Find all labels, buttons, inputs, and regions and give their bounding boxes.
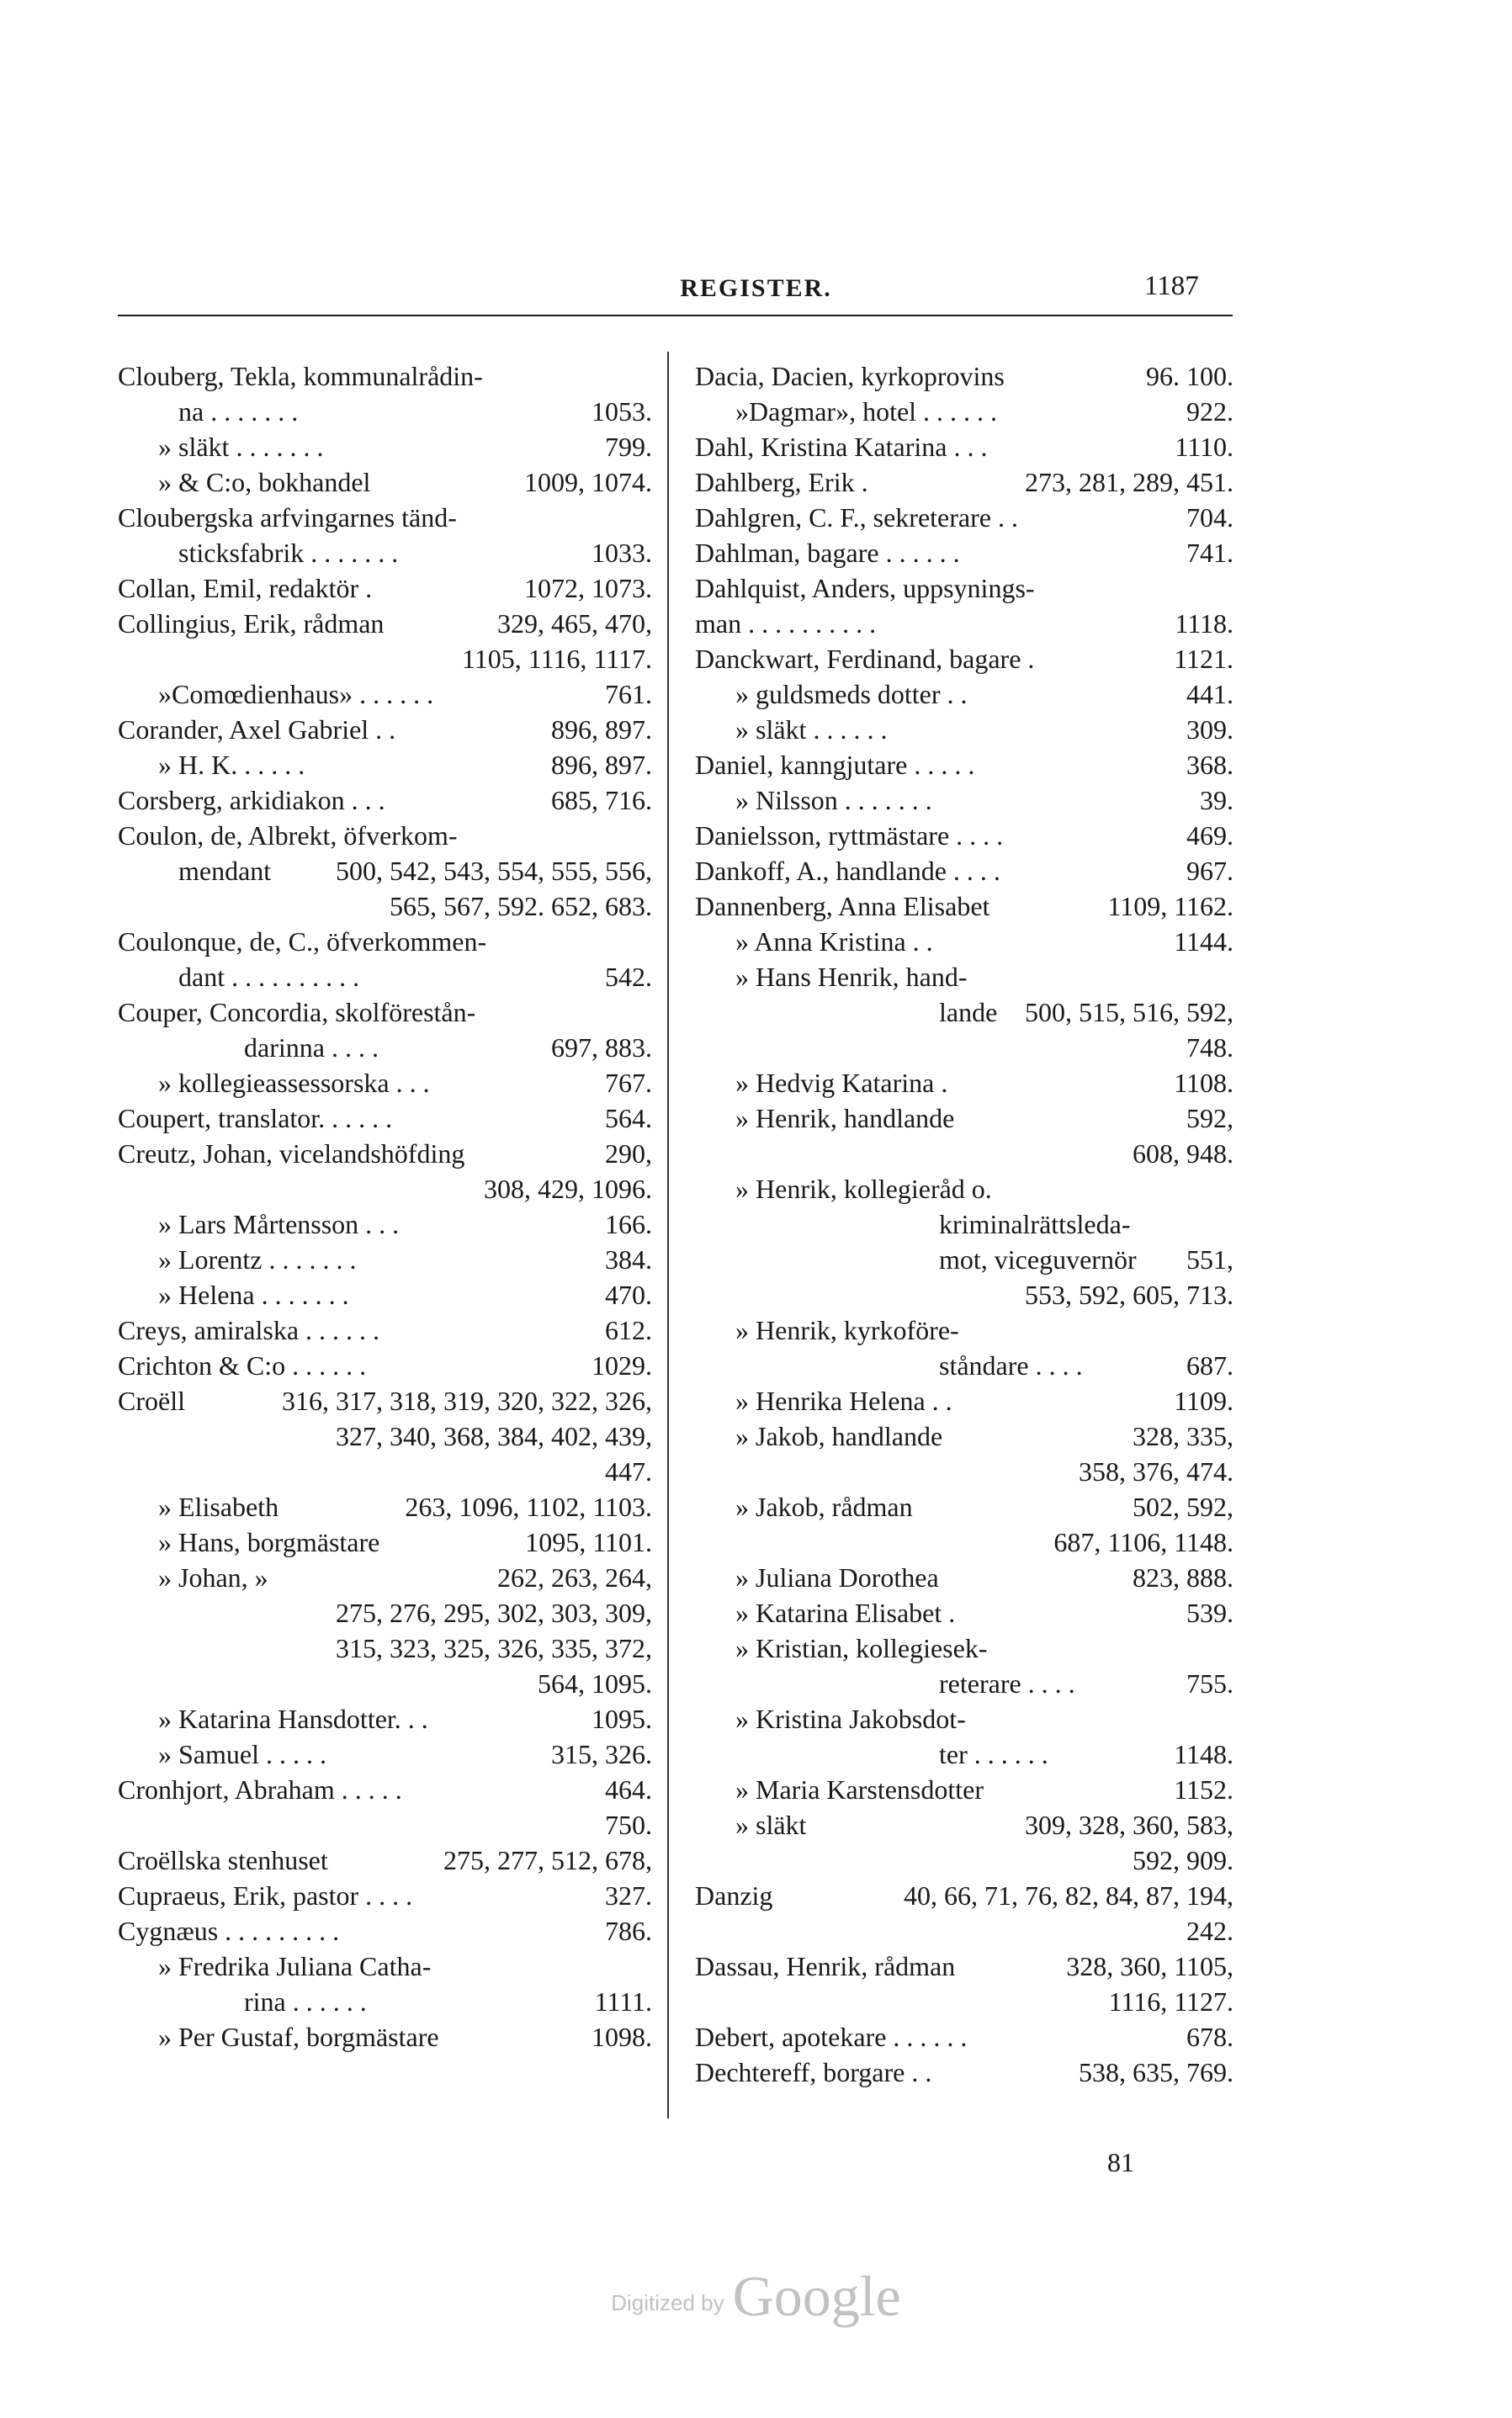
- index-entry: [695, 1737, 1233, 1772]
- page-references: 565, 567, 592. 652, 683.: [390, 891, 652, 921]
- page-references: 896, 897.: [551, 714, 652, 745]
- page-references: 750.: [605, 1810, 652, 1840]
- page-references: 39.: [1200, 785, 1233, 815]
- page-references: 687, 1106, 1148.: [1053, 1527, 1233, 1557]
- page-references: 551,: [1186, 1244, 1233, 1275]
- entry-text: Creutz, Johan, vicelandshöfding: [118, 1138, 465, 1169]
- digitized-by-text: Digitized by: [611, 2290, 724, 2315]
- index-entry: [118, 1277, 652, 1312]
- entry-text: man . . . . . . . . . .: [695, 608, 877, 639]
- page-references: 290,: [605, 1138, 652, 1169]
- index-entry: [118, 1242, 652, 1277]
- index-entry: [118, 1065, 652, 1100]
- entry-text: » Henrik, kyrkoföre-: [735, 1315, 959, 1345]
- index-entry: [695, 1206, 1233, 1242]
- entry-text: Dassau, Henrik, rådman: [695, 1951, 956, 1981]
- page-references: 1116, 1127.: [1108, 1986, 1233, 2017]
- digitized-watermark: [0, 2263, 1512, 2330]
- right-column: [695, 358, 1233, 2090]
- entry-text: dant . . . . . . . . . .: [178, 962, 360, 992]
- page-references: 309, 328, 360, 583,: [1025, 1810, 1233, 1840]
- page-references: 799.: [605, 432, 652, 462]
- entry-text: Dahl, Kristina Katarina . . .: [695, 432, 988, 462]
- page-references: 1053.: [592, 396, 652, 427]
- index-entry: [695, 1348, 1233, 1383]
- entry-text: » Maria Karstensdotter: [735, 1774, 984, 1805]
- entry-text: kriminalrättsleda-: [939, 1209, 1131, 1239]
- index-entry: [695, 1383, 1233, 1418]
- entry-text: Daniel, kanngjutare . . . . .: [695, 750, 975, 780]
- google-logo: Google: [732, 2264, 901, 2328]
- page-references: 538, 635, 769.: [1079, 2057, 1233, 2087]
- page-references: 896, 897.: [551, 750, 652, 780]
- index-entry: [695, 1242, 1233, 1277]
- index-entry: [118, 1348, 652, 1383]
- entry-text: mot, viceguvernör: [939, 1244, 1137, 1275]
- entry-text: Clouberg, Tekla, kommunalrådin-: [118, 361, 483, 391]
- entry-text: Corsberg, arkidiakon . . .: [118, 785, 385, 815]
- page-references: 500, 542, 543, 554, 555, 556,: [336, 856, 652, 886]
- index-entry: [118, 1878, 652, 1913]
- page-references: 358, 376, 474.: [1079, 1456, 1233, 1487]
- entry-text: » släkt: [735, 1810, 807, 1840]
- page-references: 500, 515, 516, 592,: [1025, 997, 1233, 1027]
- page-references: 539.: [1186, 1598, 1233, 1628]
- entry-text: Dannenberg, Anna Elisabet: [695, 891, 990, 921]
- entry-text: Couper, Concordia, skolförestån-: [118, 997, 476, 1027]
- entry-text: » släkt . . . . . .: [735, 714, 888, 745]
- page-references: 329, 465, 470,: [497, 608, 652, 639]
- index-entry: [695, 1666, 1233, 1701]
- entry-text: » Jakob, rådman: [735, 1492, 913, 1522]
- page-references: 1095, 1101.: [525, 1527, 652, 1557]
- page-references: 1098.: [592, 2022, 652, 2052]
- entry-text: Crichton & C:o . . . . . .: [118, 1350, 367, 1381]
- index-entry: [695, 924, 1233, 959]
- page-references: 741.: [1186, 538, 1233, 568]
- page-references: 687.: [1186, 1350, 1233, 1381]
- entry-text: » Lorentz . . . . . . .: [158, 1244, 357, 1275]
- index-entry: [695, 818, 1233, 853]
- entry-text: »Comœdienhaus» . . . . . .: [158, 679, 434, 709]
- entry-text: » Nilsson . . . . . . .: [735, 785, 932, 815]
- page-references: 786.: [605, 1916, 652, 1946]
- page-references: 315, 323, 325, 326, 335, 372,: [336, 1633, 652, 1663]
- entry-text: Dahlman, bagare . . . . . .: [695, 538, 960, 568]
- index-entry: [695, 1418, 1233, 1454]
- entry-text: Collan, Emil, redaktör .: [118, 573, 373, 603]
- index-entry: [118, 888, 652, 924]
- entry-text: Debert, apotekare . . . . . .: [695, 2022, 968, 2052]
- index-entry: [118, 1666, 652, 1701]
- page-references: 1118.: [1175, 608, 1233, 639]
- page-references: 755.: [1186, 1668, 1233, 1699]
- entry-text: Croëllska stenhuset: [118, 1845, 328, 1875]
- page-references: 553, 592, 605, 713.: [1025, 1280, 1233, 1310]
- page-references: 316, 317, 318, 319, 320, 322, 326,: [282, 1386, 652, 1416]
- page-references: 262, 263, 264,: [497, 1562, 652, 1593]
- index-entry: [118, 712, 652, 747]
- index-entry: [118, 1595, 652, 1631]
- entry-text: » släkt . . . . . . .: [158, 432, 324, 462]
- entry-text: lande: [939, 997, 998, 1027]
- index-entry: [695, 1807, 1233, 1843]
- index-entry: [695, 959, 1233, 994]
- index-entry: [118, 747, 652, 782]
- index-entry: [695, 606, 1233, 641]
- entry-text: » Anna Kristina . .: [735, 926, 933, 957]
- entry-text: » Samuel . . . . .: [158, 1739, 326, 1769]
- page-references: 166.: [605, 1209, 652, 1239]
- entry-text: » H. K. . . . . .: [158, 750, 305, 780]
- index-entry: [695, 500, 1233, 535]
- page-references: 767.: [605, 1068, 652, 1098]
- entry-text: Cronhjort, Abraham . . . . .: [118, 1774, 402, 1805]
- index-entry: [118, 782, 652, 818]
- index-entry: [695, 1136, 1233, 1171]
- index-entry: [695, 1525, 1233, 1560]
- entry-text: Coulonque, de, C., öfverkommen-: [118, 926, 487, 957]
- index-entry: [118, 464, 652, 500]
- header-rule: [118, 315, 1233, 316]
- entry-text: reterare . . . .: [939, 1668, 1075, 1699]
- page-references: 1148.: [1174, 1739, 1233, 1769]
- entry-text: Collingius, Erik, rådman: [118, 608, 385, 639]
- page-number: 1187: [1144, 271, 1199, 301]
- entry-text: » Helena . . . . . . .: [158, 1280, 349, 1310]
- index-entry: [118, 1100, 652, 1136]
- index-entry: [118, 853, 652, 888]
- index-entry: [695, 994, 1233, 1030]
- entry-text: Corander, Axel Gabriel . .: [118, 714, 396, 745]
- page-references: 368.: [1186, 750, 1233, 780]
- page-references: 470.: [605, 1280, 652, 1310]
- page-references: 697, 883.: [551, 1032, 652, 1063]
- entry-text: Cygnæus . . . . . . . . .: [118, 1916, 340, 1946]
- index-entry: [695, 712, 1233, 747]
- entry-text: » Elisabeth: [158, 1492, 279, 1522]
- index-entry: [118, 1843, 652, 1878]
- page-references: 685, 716.: [551, 785, 652, 815]
- index-entry: [118, 429, 652, 464]
- page-references: 564.: [605, 1103, 652, 1133]
- index-entry: [118, 358, 652, 394]
- index-entry: [695, 853, 1233, 888]
- index-entry: [118, 994, 652, 1030]
- entry-text: » Hans, borgmästare: [158, 1527, 380, 1557]
- page-references: 967.: [1186, 856, 1233, 886]
- index-entry: [695, 747, 1233, 782]
- page-references: 308, 429, 1096.: [484, 1174, 652, 1204]
- page-references: 315, 326.: [551, 1739, 652, 1769]
- index-entry: [695, 464, 1233, 500]
- entry-text: Dahlgren, C. F., sekreterare . .: [695, 502, 1018, 533]
- page-references: 1009, 1074.: [524, 467, 652, 497]
- index-entry: [118, 1206, 652, 1242]
- page-references: 328, 360, 1105,: [1066, 1951, 1233, 1981]
- page-references: 922.: [1186, 396, 1233, 427]
- page-references: 328, 335,: [1133, 1421, 1233, 1451]
- page-references: 1033.: [592, 538, 652, 568]
- entry-text: Dacia, Dacien, kyrkoprovins: [695, 361, 1005, 391]
- index-entry: [118, 570, 652, 606]
- index-entry: [118, 1171, 652, 1206]
- index-entry: [695, 2055, 1233, 2090]
- entry-text: ståndare . . . .: [939, 1350, 1083, 1381]
- entry-text: » Lars Mårtensson . . .: [158, 1209, 400, 1239]
- entry-text: » & C:o, bokhandel: [158, 467, 371, 497]
- index-entry: [118, 1949, 652, 1984]
- page-references: 592,: [1186, 1103, 1233, 1133]
- entry-text: » Hedvig Katarina .: [735, 1068, 948, 1098]
- entry-text: Danckwart, Ferdinand, bagare .: [695, 644, 1035, 674]
- left-column: [118, 358, 652, 2055]
- index-entry: [695, 1489, 1233, 1525]
- page-references: 564, 1095.: [538, 1668, 652, 1699]
- entry-text: » Kristian, kollegiesek-: [735, 1633, 988, 1663]
- index-entry: [118, 1383, 652, 1418]
- entry-text: » Kristina Jakobsdot-: [735, 1704, 966, 1734]
- entry-text: sticksfabrik . . . . . . .: [178, 538, 399, 568]
- page-references: 1110.: [1175, 432, 1233, 462]
- index-entry: [118, 2019, 652, 2055]
- index-entry: [695, 570, 1233, 606]
- entry-text: » Henrik, kollegieråd o.: [735, 1174, 992, 1204]
- entry-text: Danzig: [695, 1880, 773, 1911]
- index-entry: [118, 818, 652, 853]
- index-entry: [695, 1772, 1233, 1807]
- index-entry: [118, 641, 652, 676]
- page-references: 96. 100.: [1146, 361, 1233, 391]
- column-divider: [667, 352, 669, 2118]
- page-title: REGISTER.: [680, 274, 832, 302]
- page-references: 40, 66, 71, 76, 82, 84, 87, 194,: [904, 1880, 1233, 1911]
- entry-text: Creys, amiralska . . . . . .: [118, 1315, 380, 1345]
- index-entry: [695, 1843, 1233, 1878]
- page-references: 1121.: [1174, 644, 1233, 674]
- entry-text: Coulon, de, Albrekt, öfverkom-: [118, 820, 458, 851]
- index-entry: [695, 1595, 1233, 1631]
- entry-text: »Dagmar», hotel . . . . . .: [735, 396, 998, 427]
- entry-text: » Henrik, handlande: [735, 1103, 955, 1133]
- entry-text: Dankoff, A., handlande . . . .: [695, 856, 1000, 886]
- index-entry: [695, 1030, 1233, 1065]
- entry-text: » Juliana Dorothea: [735, 1562, 939, 1593]
- entry-text: Cupraeus, Erik, pastor . . . .: [118, 1880, 413, 1911]
- entry-text: » kollegieassessorska . . .: [158, 1068, 430, 1098]
- entry-text: Dechtereff, borgare . .: [695, 2057, 932, 2087]
- index-entry: [695, 1984, 1233, 2019]
- entry-text: darinna . . . .: [244, 1032, 379, 1063]
- index-entry: [695, 1913, 1233, 1949]
- index-entry: [118, 1525, 652, 1560]
- entry-text: » Henrika Helena . .: [735, 1386, 952, 1416]
- index-entry: [695, 1631, 1233, 1666]
- index-entry: [695, 1100, 1233, 1136]
- index-entry: [118, 1418, 652, 1454]
- index-entry: [695, 1878, 1233, 1913]
- entry-text: Danielsson, ryttmästare . . . .: [695, 820, 1004, 851]
- page-references: 273, 281, 289, 451.: [1025, 467, 1233, 497]
- index-entry: [118, 959, 652, 994]
- entry-text: » Katarina Hansdotter. . .: [158, 1704, 428, 1734]
- page-references: 748.: [1186, 1032, 1233, 1063]
- page-references: 1095.: [592, 1704, 652, 1734]
- index-entry: [118, 1984, 652, 2019]
- index-entry: [118, 1807, 652, 1843]
- index-entry: [118, 1030, 652, 1065]
- index-entry: [695, 1560, 1233, 1595]
- entry-text: Dahlquist, Anders, uppsynings-: [695, 573, 1035, 603]
- entry-text: » Johan, »: [158, 1562, 268, 1593]
- index-entry: [118, 676, 652, 712]
- page-references: 464.: [605, 1774, 652, 1805]
- entry-text: rina . . . . . .: [244, 1986, 367, 2017]
- entry-text: Coupert, translator. . . . . .: [118, 1103, 393, 1133]
- page-references: 441.: [1186, 679, 1233, 709]
- index-entry: [118, 500, 652, 535]
- index-entry: [695, 782, 1233, 818]
- page-references: 1152.: [1174, 1774, 1233, 1805]
- index-entry: [695, 1312, 1233, 1348]
- page-references: 823, 888.: [1133, 1562, 1233, 1593]
- index-entry: [695, 429, 1233, 464]
- index-entry: [695, 676, 1233, 712]
- page-references: 502, 592,: [1133, 1492, 1233, 1522]
- entry-text: » Katarina Elisabet .: [735, 1598, 956, 1628]
- page-references: 1072, 1073.: [524, 573, 652, 603]
- index-entry: [695, 1277, 1233, 1312]
- index-entry: [118, 1454, 652, 1489]
- index-entry: [118, 535, 652, 570]
- index-entry: [695, 1065, 1233, 1100]
- page-references: 309.: [1186, 714, 1233, 745]
- page-references: 275, 277, 512, 678,: [443, 1845, 652, 1875]
- page-references: 327, 340, 368, 384, 402, 439,: [336, 1421, 652, 1451]
- index-entry: [695, 1701, 1233, 1737]
- entry-text: mendant: [178, 856, 272, 886]
- index-entry: [118, 924, 652, 959]
- index-entry: [695, 1949, 1233, 1984]
- index-entry: [118, 1489, 652, 1525]
- entry-text: » Hans Henrik, hand-: [735, 962, 968, 992]
- entry-text: ter . . . . . .: [939, 1739, 1048, 1769]
- index-entry: [118, 606, 652, 641]
- index-entry: [118, 1772, 652, 1807]
- page-references: 1108.: [1174, 1068, 1233, 1098]
- entry-text: na . . . . . . .: [178, 396, 299, 427]
- index-entry: [695, 888, 1233, 924]
- index-entry: [695, 535, 1233, 570]
- page-references: 327.: [605, 1880, 652, 1911]
- index-entry: [695, 358, 1233, 394]
- page-references: 761.: [605, 679, 652, 709]
- page-references: 1029.: [592, 1350, 652, 1381]
- page-references: 469.: [1186, 820, 1233, 851]
- index-entry: [118, 1701, 652, 1737]
- index-entry: [118, 1631, 652, 1666]
- page-references: 1105, 1116, 1117.: [461, 644, 652, 674]
- index-entry: [695, 1454, 1233, 1489]
- entry-text: Dahlberg, Erik .: [695, 467, 868, 497]
- index-entry: [118, 1312, 652, 1348]
- index-entry: [695, 2019, 1233, 2055]
- page-references: 1109.: [1174, 1386, 1233, 1416]
- page-references: 384.: [605, 1244, 652, 1275]
- entry-text: » Per Gustaf, borgmästare: [158, 2022, 439, 2052]
- page-references: 542.: [605, 962, 652, 992]
- page-references: 608, 948.: [1133, 1138, 1233, 1169]
- page-references: 592, 909.: [1133, 1845, 1233, 1875]
- page-references: 263, 1096, 1102, 1103.: [405, 1492, 652, 1522]
- entry-text: » Jakob, handlande: [735, 1421, 943, 1451]
- index-entry: [118, 394, 652, 429]
- index-entry: [118, 1560, 652, 1595]
- index-entry: [695, 641, 1233, 676]
- page-references: 1111.: [594, 1986, 652, 2017]
- index-entry: [118, 1136, 652, 1171]
- page-references: 612.: [605, 1315, 652, 1345]
- entry-text: Cloubergska arfvingarnes tänd-: [118, 502, 457, 533]
- page-references: 704.: [1186, 502, 1233, 533]
- page-references: 1109, 1162.: [1107, 891, 1233, 921]
- page-references: 242.: [1186, 1916, 1233, 1946]
- sheet-signature: 81: [1107, 2147, 1134, 2177]
- index-entry: [695, 1171, 1233, 1206]
- entry-text: Croëll: [118, 1386, 185, 1416]
- entry-text: » Fredrika Juliana Catha-: [158, 1951, 432, 1981]
- page-references: 275, 276, 295, 302, 303, 309,: [336, 1598, 652, 1628]
- index-entry: [118, 1913, 652, 1949]
- page-references: 678.: [1186, 2022, 1233, 2052]
- index-entry: [695, 394, 1233, 429]
- page-references: 1144.: [1174, 926, 1233, 957]
- page-references: 447.: [605, 1456, 652, 1487]
- entry-text: » guldsmeds dotter . .: [735, 679, 968, 709]
- index-entry: [118, 1737, 652, 1772]
